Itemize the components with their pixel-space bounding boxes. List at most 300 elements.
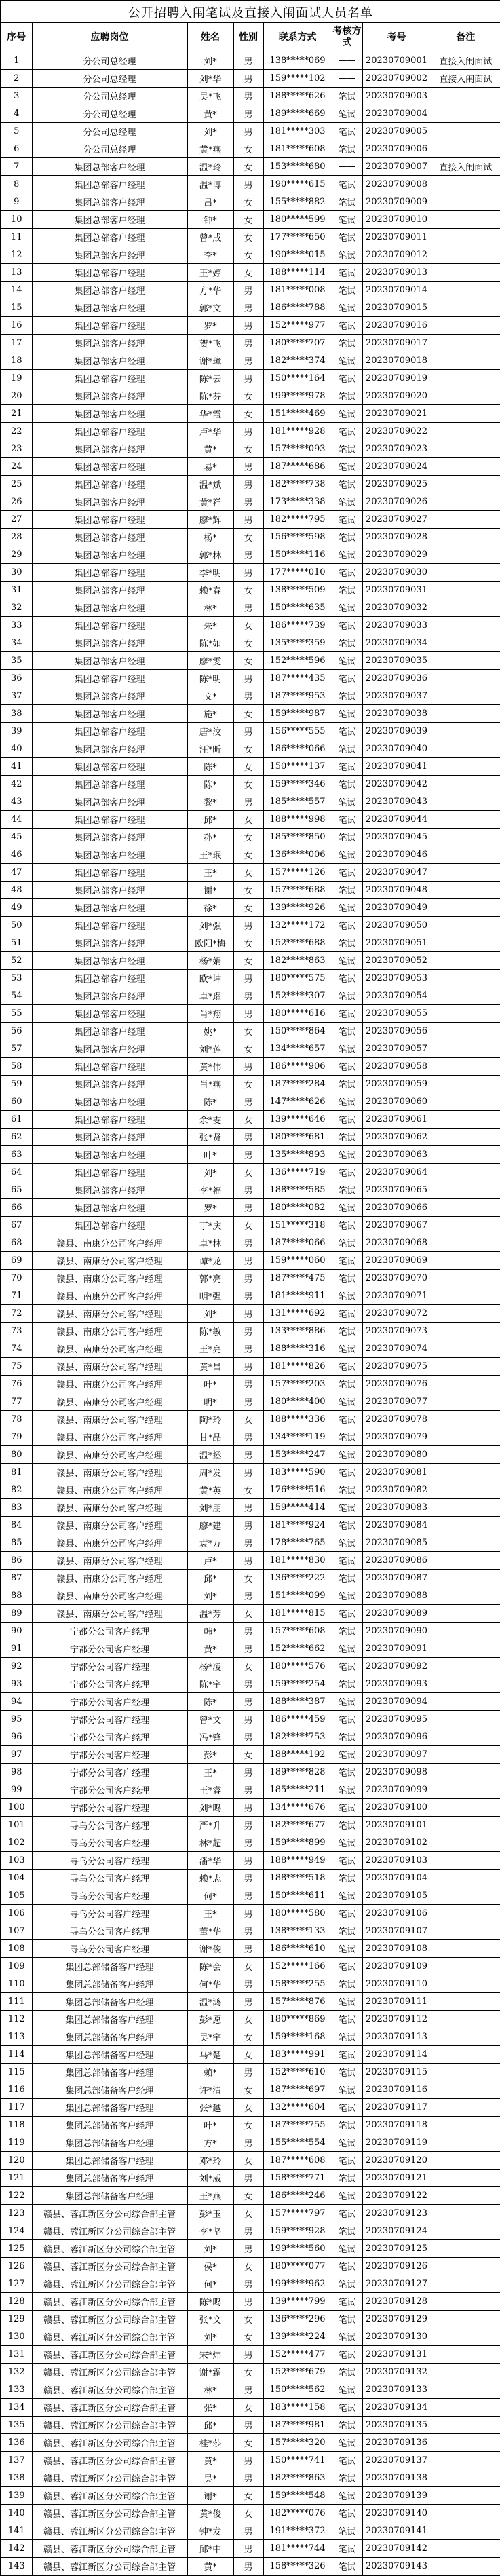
table-row [1,2434,500,2452]
cell-index: 19 [1,370,32,387]
cell-method: 笔试 [332,511,362,529]
cell-name: 温*博 [187,176,233,193]
cell-name: 黄*昌 [187,1358,233,1376]
cell-position: 集团总部客户经理 [32,811,187,829]
cell-phone: 159*****928 [263,2222,332,2240]
cell-remark [431,1534,500,1552]
cell-phone: 182*****738 [263,476,332,493]
cell-phone: 181*****744 [263,2540,332,2558]
cell-phone: 155*****882 [263,193,332,211]
cell-phone: 188*****192 [263,1746,332,1764]
cell-name: 王* [187,1764,233,1781]
cell-method: 笔试 [332,2081,362,2099]
cell-method: 笔试 [332,1834,362,1852]
cell-exam-no: 20230709087 [362,1570,431,1587]
cell-exam-no: 20230709130 [362,2328,431,2346]
cell-gender: 男 [233,299,263,317]
cell-exam-no: 20230709109 [362,1958,431,1975]
cell-phone: 188*****387 [263,1693,332,1711]
cell-index: 11 [1,229,32,246]
cell-name: 马*楚 [187,2046,233,2064]
cell-position: 集团总部客户经理 [32,476,187,493]
cell-position: 赣县、蓉江新区分公司综合部主管 [32,2240,187,2258]
cell-gender: 女 [233,211,263,229]
cell-name: 刘* [187,2240,233,2258]
cell-exam-no: 20230709005 [362,123,431,140]
cell-remark [431,1005,500,1023]
cell-position: 赣县、蓉江新区分公司综合部主管 [32,2558,187,2576]
table-row [1,2170,500,2187]
cell-phone: 158*****771 [263,2170,332,2187]
cell-method: 笔试 [332,829,362,846]
cell-gender: 男 [233,1464,263,1481]
cell-gender: 男 [233,370,263,387]
cell-exam-no: 20230709128 [362,2293,431,2311]
cell-exam-no: 20230709071 [362,1287,431,1305]
cell-position: 赣县、蓉江新区分公司综合部主管 [32,2222,187,2240]
cell-remark [431,1217,500,1234]
column-header-name: 姓名 [187,23,233,52]
cell-method: 笔试 [332,1922,362,1940]
cell-index: 48 [1,882,32,899]
cell-gender: 男 [233,1446,263,1464]
cell-gender: 男 [233,1199,263,1217]
cell-index: 1 [1,52,32,70]
cell-position: 集团总部客户经理 [32,1146,187,1164]
cell-gender: 女 [233,2117,263,2134]
cell-phone: 152*****166 [263,1958,332,1975]
cell-exam-no: 20230709018 [362,352,431,370]
cell-exam-no: 20230709027 [362,511,431,529]
cell-name: 曾*文 [187,1711,233,1728]
cell-remark [431,670,500,687]
cell-index: 106 [1,1905,32,1922]
cell-index: 78 [1,1411,32,1428]
table-row [1,1252,500,1270]
cell-remark [431,1111,500,1129]
cell-phone: 151*****318 [263,1217,332,1234]
cell-exam-no: 20230709080 [362,1446,431,1464]
cell-index: 138 [1,2469,32,2487]
cell-exam-no: 20230709047 [362,864,431,882]
cell-phone: 183*****158 [263,2399,332,2417]
cell-name: 王*睿 [187,1781,233,1799]
cell-exam-no: 20230709067 [362,1217,431,1234]
table-row [1,2522,500,2540]
cell-name: 刘* [187,1164,233,1181]
cell-method: 笔试 [332,1340,362,1358]
cell-index: 51 [1,934,32,952]
cell-name: 黄*俊 [187,2505,233,2522]
cell-index: 73 [1,1323,32,1340]
cell-phone: 138*****069 [263,52,332,70]
cell-position: 赣县、蓉江新区分公司综合部主管 [32,2328,187,2346]
cell-position: 赣县、南康分公司客户经理 [32,1323,187,1340]
cell-remark [431,211,500,229]
cell-remark [431,264,500,282]
cell-phone: 181*****008 [263,282,332,299]
table-row [1,440,500,458]
table-row [1,123,500,140]
cell-name: 张*文 [187,2311,233,2328]
table-row [1,793,500,811]
cell-gender: 女 [233,740,263,758]
cell-position: 集团总部客户经理 [32,740,187,758]
cell-remark [431,723,500,740]
cell-phone: 187*****066 [263,1234,332,1252]
cell-name: 侯* [187,2258,233,2275]
cell-position: 集团总部客户经理 [32,493,187,511]
cell-remark [431,1358,500,1376]
cell-method: 笔试 [332,2558,362,2576]
cell-remark: 直接入闱面试 [431,70,500,88]
cell-position: 赣县、南康分公司客户经理 [32,1570,187,1587]
cell-index: 49 [1,899,32,917]
cell-index: 123 [1,2205,32,2222]
cell-position: 集团总部客户经理 [32,458,187,476]
cell-exam-no: 20230709096 [362,1728,431,1746]
cell-position: 集团总部客户经理 [32,917,187,934]
table-row [1,1005,500,1023]
cell-remark [431,1481,500,1499]
cell-name: 廖*雯 [187,652,233,670]
cell-index: 117 [1,2099,32,2117]
cell-index: 143 [1,2558,32,2576]
cell-name: 张* [187,2399,233,2417]
cell-remark [431,546,500,564]
cell-phone: 180*****869 [263,2011,332,2028]
cell-gender: 男 [233,1993,263,2011]
cell-gender: 女 [233,634,263,652]
cell-phone: 185*****850 [263,829,332,846]
column-header-position: 应聘岗位 [32,23,187,52]
cell-name: 易* [187,458,233,476]
cell-name: 黄*祥 [187,493,233,511]
cell-method: 笔试 [332,687,362,705]
cell-remark [431,2328,500,2346]
cell-name: 温*斌 [187,476,233,493]
cell-index: 101 [1,1817,32,1834]
cell-index: 27 [1,511,32,529]
cell-position: 集团总部客户经理 [32,193,187,211]
cell-gender: 男 [233,723,263,740]
cell-position: 赣县、南康分公司客户经理 [32,1252,187,1270]
cell-position: 集团总部客户经理 [32,370,187,387]
cell-remark [431,1852,500,1870]
cell-phone: 187*****435 [263,670,332,687]
cell-index: 58 [1,1058,32,1076]
cell-gender: 女 [233,1164,263,1181]
cell-index: 95 [1,1711,32,1728]
cell-exam-no: 20230709048 [362,882,431,899]
cell-phone: 186*****906 [263,1058,332,1076]
cell-phone: 152*****307 [263,987,332,1005]
cell-gender: 女 [233,1411,263,1428]
table-row [1,705,500,723]
cell-index: 125 [1,2240,32,2258]
cell-name: 温*芳 [187,1605,233,1623]
cell-method: 笔试 [332,1958,362,1975]
cell-position: 集团总部客户经理 [32,299,187,317]
cell-name: 郭*文 [187,299,233,317]
table-row [1,952,500,970]
cell-gender: 男 [233,176,263,193]
cell-method: 笔试 [332,2346,362,2364]
cell-index: 33 [1,617,32,634]
cell-name: 刘* [187,1587,233,1605]
cell-remark [431,405,500,423]
cell-remark [431,2152,500,2170]
cell-index: 74 [1,1340,32,1358]
cell-name: 陈*鸣 [187,2293,233,2311]
table-row [1,2487,500,2505]
cell-exam-no: 20230709083 [362,1499,431,1517]
cell-method: 笔试 [332,1181,362,1199]
table-row [1,1076,500,1093]
cell-name: 王*燕 [187,2187,233,2205]
cell-gender: 女 [233,405,263,423]
cell-phone: 181*****826 [263,1358,332,1376]
cell-method: 笔试 [332,211,362,229]
cell-name: 肖*燕 [187,1076,233,1093]
cell-index: 92 [1,1658,32,1675]
cell-phone: 152*****596 [263,652,332,670]
cell-position: 集团总部客户经理 [32,440,187,458]
cell-exam-no: 20230709054 [362,987,431,1005]
cell-method: 笔试 [332,1428,362,1446]
cell-index: 94 [1,1693,32,1711]
cell-remark [431,2399,500,2417]
cell-method: 笔试 [332,1287,362,1305]
cell-phone: 180*****082 [263,1199,332,1217]
cell-method: 笔试 [332,1675,362,1693]
cell-phone: 177*****650 [263,229,332,246]
table-row [1,264,500,282]
cell-method: 笔试 [332,987,362,1005]
cell-index: 140 [1,2505,32,2522]
cell-gender: 女 [233,2187,263,2205]
cell-index: 131 [1,2346,32,2364]
cell-gender: 女 [233,2028,263,2046]
cell-exam-no: 20230709017 [362,335,431,352]
cell-gender: 女 [233,1481,263,1499]
table-row [1,652,500,670]
cell-name: 叶* [187,1376,233,1393]
cell-gender: 男 [233,687,263,705]
cell-remark [431,2081,500,2099]
cell-position: 赣县、南康分公司客户经理 [32,1234,187,1252]
cell-remark [431,1552,500,1570]
cell-position: 集团总部客户经理 [32,264,187,282]
cell-remark [431,864,500,882]
column-header-phone: 联系方式 [263,23,332,52]
cell-phone: 157*****688 [263,882,332,899]
cell-method: 笔试 [332,493,362,511]
cell-phone: 180*****576 [263,1658,332,1675]
cell-position: 集团总部客户经理 [32,670,187,687]
cell-gender: 男 [233,1499,263,1517]
cell-method: 笔试 [332,1234,362,1252]
cell-remark [431,1781,500,1799]
cell-position: 集团总部客户经理 [32,1058,187,1076]
cell-name: 刘* [187,2328,233,2346]
cell-gender: 男 [233,2064,263,2081]
cell-exam-no: 20230709031 [362,582,431,599]
cell-name: 彭*愿 [187,2011,233,2028]
cell-phone: 181*****830 [263,1552,332,1570]
cell-gender: 女 [233,1023,263,1040]
cell-name: 文* [187,687,233,705]
table-row [1,1146,500,1164]
cell-method: 笔试 [332,1005,362,1023]
cell-gender: 女 [233,2364,263,2381]
cell-name: 邱* [187,1570,233,1587]
cell-phone: 188*****114 [263,264,332,282]
cell-method: 笔试 [332,264,362,282]
cell-position: 集团总部客户经理 [32,335,187,352]
table-row [1,670,500,687]
cell-remark [431,370,500,387]
cell-index: 127 [1,2275,32,2293]
cell-position: 赣县、南康分公司客户经理 [32,1393,187,1411]
header-row [1,23,500,52]
cell-position: 赣县、南康分公司客户经理 [32,1376,187,1393]
table-row [1,970,500,987]
table-row [1,1834,500,1852]
cell-method: 笔试 [332,1640,362,1658]
cell-index: 91 [1,1640,32,1658]
cell-position: 集团总部客户经理 [32,687,187,705]
cell-remark [431,1746,500,1764]
cell-name: 严*升 [187,1817,233,1834]
cell-position: 宁都分公司客户经理 [32,1623,187,1640]
cell-remark [431,934,500,952]
cell-gender: 男 [233,282,263,299]
cell-remark [431,2311,500,2328]
cell-exam-no: 20230709110 [362,1975,431,1993]
cell-phone: 152*****610 [263,2064,332,2081]
cell-name: 刘*强 [187,917,233,934]
cell-exam-no: 20230709041 [362,758,431,776]
cell-name: 王*婷 [187,264,233,282]
cell-index: 136 [1,2434,32,2452]
cell-position: 赣县、蓉江新区分公司综合部主管 [32,2417,187,2434]
cell-method: 笔试 [332,582,362,599]
cell-index: 56 [1,1023,32,1040]
cell-position: 寻乌分公司客户经理 [32,1905,187,1922]
cell-gender: 男 [233,2452,263,2469]
cell-phone: 189*****828 [263,1764,332,1781]
cell-index: 28 [1,529,32,546]
cell-index: 10 [1,211,32,229]
cell-method: 笔试 [332,1076,362,1093]
cell-position: 分公司总经理 [32,105,187,123]
cell-phone: 190*****015 [263,246,332,264]
cell-position: 集团总部客户经理 [32,405,187,423]
cell-position: 寻乌分公司客户经理 [32,1852,187,1870]
table-row [1,2452,500,2469]
cell-remark [431,2487,500,2505]
cell-position: 分公司总经理 [32,52,187,70]
cell-name: 郭*亮 [187,1270,233,1287]
cell-method: 笔试 [332,387,362,405]
cell-phone: 159*****987 [263,705,332,723]
table-row [1,2399,500,2417]
cell-phone: 150*****137 [263,758,332,776]
cell-method: 笔试 [332,370,362,387]
cell-gender: 女 [233,864,263,882]
cell-gender: 男 [233,970,263,987]
cell-phone: 147*****626 [263,1093,332,1111]
cell-exam-no: 20230709131 [362,2346,431,2364]
cell-method: 笔试 [332,1146,362,1164]
table-row [1,1428,500,1446]
cell-method: 笔试 [332,652,362,670]
cell-remark [431,1428,500,1446]
cell-index: 22 [1,423,32,440]
table-row [1,1993,500,2011]
table-row [1,758,500,776]
cell-method: 笔试 [332,1693,362,1711]
cell-gender: 女 [233,846,263,864]
cell-name: 李*坚 [187,2222,233,2240]
table-row [1,1781,500,1799]
cell-index: 80 [1,1446,32,1464]
cell-position: 宁都分公司客户经理 [32,1728,187,1746]
cell-method: 笔试 [332,1093,362,1111]
cell-exam-no: 20230709025 [362,476,431,493]
cell-position: 集团总部储备客户经理 [32,1975,187,1993]
cell-name: 黄*燕 [187,140,233,158]
cell-name: 明* [187,1393,233,1411]
cell-remark [431,299,500,317]
cell-name: 王* [187,864,233,882]
cell-exam-no: 20230709068 [362,1234,431,1252]
table-row [1,1764,500,1781]
cell-index: 38 [1,705,32,723]
cell-name: 彭* [187,1746,233,1764]
cell-phone: 157*****797 [263,2205,332,2222]
cell-gender: 男 [233,2240,263,2258]
cell-position: 赣县、蓉江新区分公司综合部主管 [32,2452,187,2469]
cell-name: 刘*威 [187,2170,233,2187]
cell-remark [431,1587,500,1605]
cell-method: 笔试 [332,899,362,917]
cell-method: 笔试 [332,564,362,582]
cell-gender: 男 [233,1181,263,1199]
table-row [1,1023,500,1040]
table-row [1,2417,500,2434]
cell-exam-no: 20230709091 [362,1640,431,1658]
cell-remark [431,1905,500,1922]
table-row [1,1305,500,1323]
cell-exam-no: 20230709003 [362,88,431,105]
cell-position: 赣县、南康分公司客户经理 [32,1287,187,1305]
cell-name: 林*超 [187,1834,233,1852]
cell-index: 128 [1,2293,32,2311]
cell-gender: 女 [233,934,263,952]
cell-remark [431,617,500,634]
cell-phone: 180*****580 [263,1905,332,1922]
cell-gender: 女 [233,2399,263,2417]
cell-position: 集团总部客户经理 [32,211,187,229]
cell-exam-no: 20230709101 [362,1817,431,1834]
cell-phone: 159*****899 [263,1834,332,1852]
cell-position: 集团总部客户经理 [32,793,187,811]
table-row [1,1958,500,1975]
cell-name: 卢* [187,1552,233,1570]
cell-position: 寻乌分公司客户经理 [32,1834,187,1852]
